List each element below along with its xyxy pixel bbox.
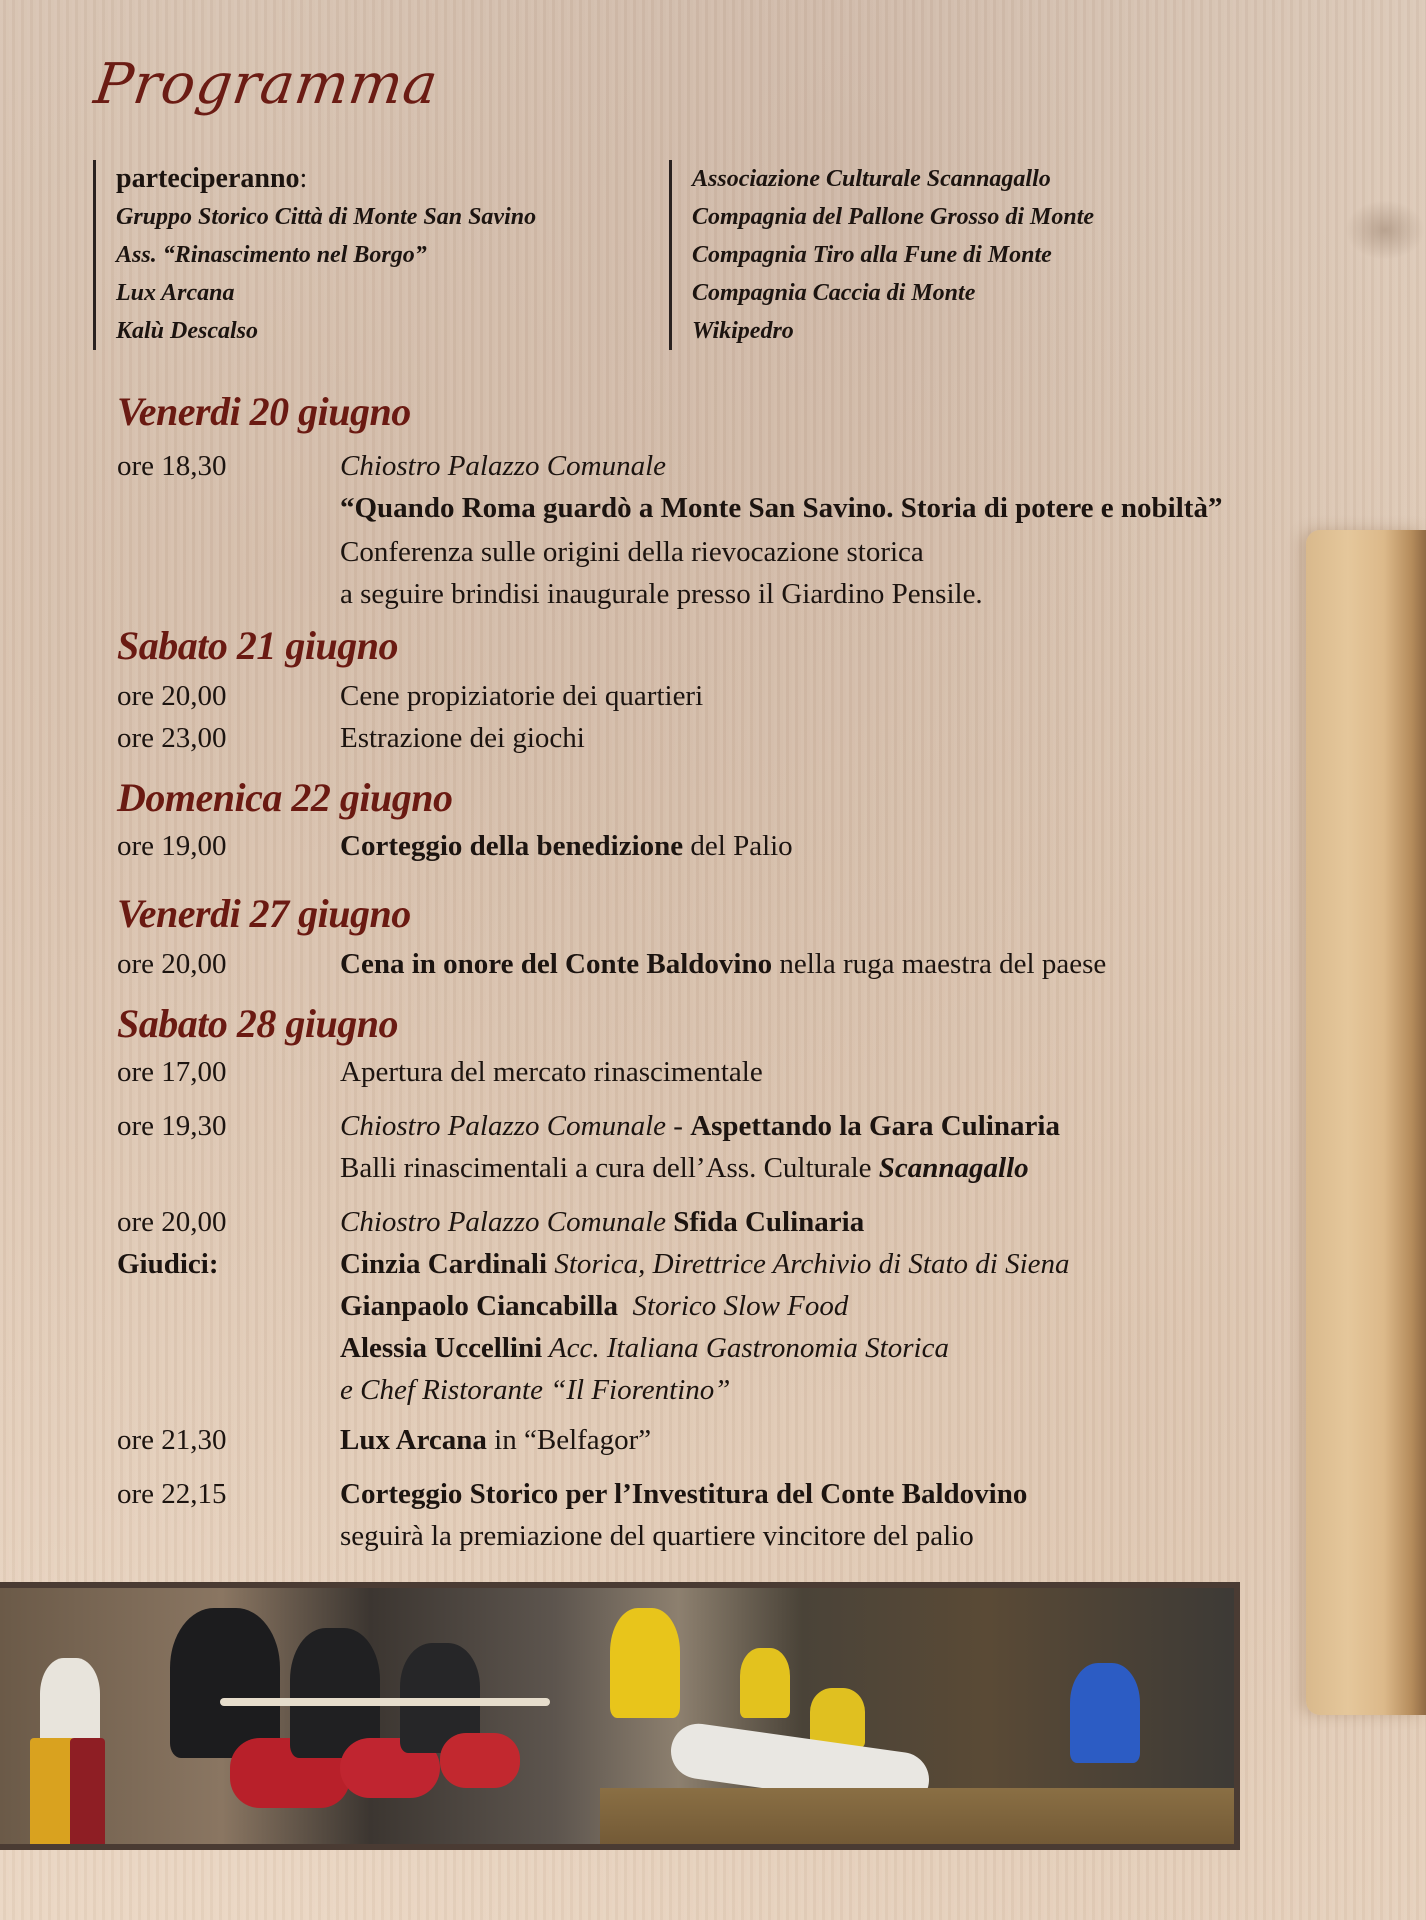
event-time: ore 19,30 — [117, 1110, 227, 1142]
day-heading: Venerdi 27 giugno — [117, 891, 411, 936]
event-title: Corteggio Storico per l’Investitura del Conte Baldovino — [340, 1478, 1028, 1510]
paper-stain — [1345, 200, 1425, 260]
event-description: a seguire brindisi inaugurale presso il Giardino Pensile. — [340, 578, 983, 610]
event-venue: Chiostro Palazzo Comunale — [340, 450, 667, 482]
event-description: Estrazione dei giochi — [340, 722, 585, 754]
event-time: ore 22,15 — [117, 1478, 227, 1510]
event-time: ore 21,30 — [117, 1424, 227, 1456]
event-description: Cena in onore del Conte Baldovino nella ruga maestra del paese — [340, 948, 1107, 980]
event-description: Cene propiziatorie dei quartieri — [340, 680, 704, 712]
participant: Kalù Descalso — [116, 318, 259, 344]
judge: Gianpaolo Ciancabilla Storico Slow Food — [340, 1290, 849, 1322]
participant: Gruppo Storico Città di Monte San Savino — [116, 204, 537, 230]
photo-collage — [0, 1582, 1240, 1850]
event-description: seguirà la premiazione del quartiere vincitore del palio — [340, 1520, 974, 1552]
event-description: Chiostro Palazzo Comunale Sfida Culinaria — [340, 1206, 865, 1238]
event-time: ore 20,00 — [117, 1206, 227, 1238]
participants-left: parteciperanno: Gruppo Storico Città di Monte San Savino Ass. “Rinascimento nel Borgo” Lux Arcana Kalù Descalso — [93, 160, 676, 350]
participant: Compagnia del Pallone Grosso di Monte — [692, 204, 1095, 230]
event-time: ore 20,00 — [117, 948, 227, 980]
participant: Associazione Culturale Scannagallo — [692, 166, 1051, 192]
event-description: Corteggio della benedizione del Palio — [340, 830, 793, 862]
event-time: ore 18,30 — [117, 450, 227, 482]
judge-extra: e Chef Ristorante “Il Fiorentino” — [340, 1374, 731, 1406]
participant: Compagnia Caccia di Monte — [692, 280, 976, 306]
judges-label: Giudici: — [117, 1248, 219, 1280]
day-heading: Venerdi 20 giugno — [117, 389, 411, 434]
participants-right — [669, 160, 1252, 350]
event-time: ore 17,00 — [117, 1056, 227, 1088]
event-time: ore 20,00 — [117, 680, 227, 712]
event-description: Chiostro Palazzo Comunale - Aspettando la Gara Culinaria — [340, 1110, 1060, 1142]
participant: Compagnia Tiro alla Fune di Monte — [692, 242, 1052, 268]
event-description: Conferenza sulle origini della rievocazione storica — [340, 536, 924, 568]
event-description: Balli rinascimentali a cura dell’Ass. Culturale Scannagallo — [340, 1152, 1029, 1184]
page-title: Programma — [90, 52, 443, 117]
participants-lead: parteciperanno — [116, 163, 300, 194]
judge: Cinzia Cardinali Storica, Direttrice Archivio di Stato di Siena — [340, 1248, 1070, 1280]
event-time: ore 23,00 — [117, 722, 227, 754]
event-description: Lux Arcana in “Belfagor” — [340, 1424, 652, 1456]
day-heading: Domenica 22 giugno — [117, 775, 453, 820]
event-title: “Quando Roma guardò a Monte San Savino. Storia di potere e nobiltà” — [340, 492, 1223, 524]
participant: Lux Arcana — [116, 280, 235, 306]
day-heading: Sabato 21 giugno — [117, 623, 398, 668]
parchment-scroll-decoration — [1306, 530, 1426, 1715]
day-heading: Sabato 28 giugno — [117, 1001, 398, 1046]
participant: Wikipedro — [692, 318, 794, 344]
participant: Ass. “Rinascimento nel Borgo” — [116, 242, 427, 268]
event-description: Apertura del mercato rinascimentale — [340, 1056, 763, 1088]
judge: Alessia Uccellini Acc. Italiana Gastronomia Storica — [340, 1332, 949, 1364]
event-time: ore 19,00 — [117, 830, 227, 862]
